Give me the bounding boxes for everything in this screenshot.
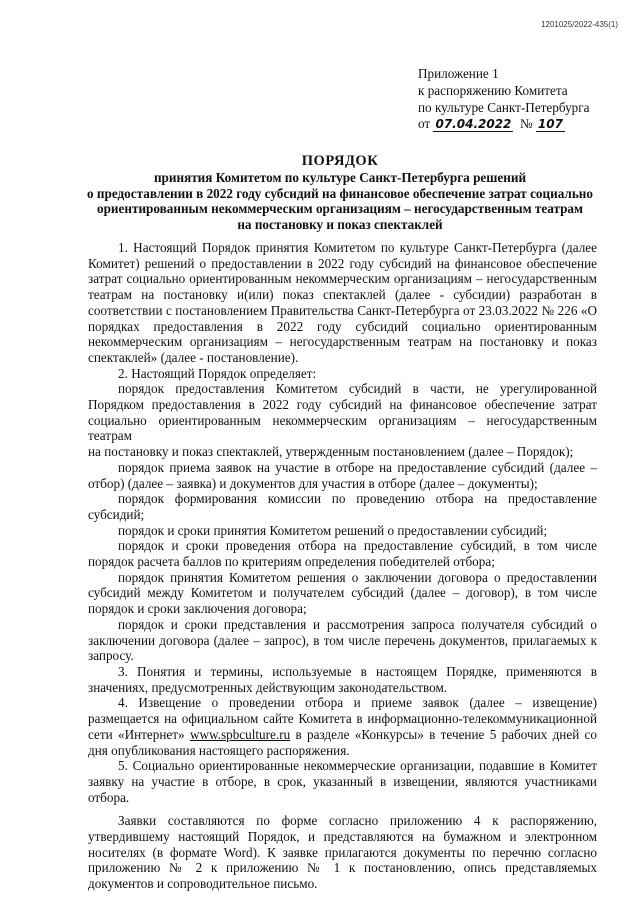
- title-line-3: ориентированным некоммерческим организациям – негосударственным театрам: [96, 201, 584, 217]
- paragraph-3a: порядок предоставления Комитетом субсидий в части, не урегулированной Порядком предоставления в 2022 году субсидий на финансовое обеспечение затрат социально ориентированным некоммерческим организациям – негосударственным театрам: [88, 381, 597, 444]
- paragraph-10: 3. Понятия и термины, используемые в настоящем Порядке, применяются в значениях, предусмотренных действующим законодательством.: [88, 663, 597, 695]
- title-line-1: принятия Комитетом по культуре Санкт-Петербурга решений: [153, 170, 527, 185]
- paragraph-8: порядок принятия Комитетом решения о заключении договора о предоставлении субсидий между Комитетом и получателем субсидий (далее – договор), в том числе порядок и сроки заключения договора;: [88, 569, 597, 617]
- paragraph-3b: на постановку и показ спектаклей, утвержденным постановлением (далее – Порядок);: [88, 444, 574, 460]
- paragraph-12: 5. Социально ориентированные некоммерческие организации, подавшие в Комитет заявку на участие в отборе, в срок, указанный в извещении, являются участниками отбора.: [88, 758, 597, 805]
- number-prefix: №: [520, 116, 533, 132]
- paragraph-13: Заявки составляются по форме согласно приложению 4 к распоряжению, утвердившему настоящий Порядок, и представляются на бумажном и электронном носителях (в формате Word). К заявке прилагаются документы по перечню согласно приложению № 2 к приложению № 1 к постановлению, опись представляемых документов и сопроводительное письмо.: [88, 813, 597, 892]
- title-line-2: о предоставлении в 2022 году субсидий на финансовое обеспечение затрат социально: [87, 185, 593, 201]
- paragraph-11: [88, 695, 597, 758]
- paragraph-11-text-start: 4. Извещение о проведении отбора и приеме заявок (далее – извещение) размещается на официальном сайте Комитета в информационно-телекоммуникационной сети «Интернет»: [88, 695, 597, 742]
- appendix-line-1: Приложение 1: [418, 66, 499, 81]
- paragraph-2: 2. Настоящий Порядок определяет:: [118, 365, 317, 381]
- paragraph-11-text-end: в разделе «Конкурсы» в течение 5 рабочих дней со дня опубликования настоящего распоряжения.: [88, 726, 598, 758]
- date-value: 07.04.2022: [435, 117, 512, 132]
- paragraph-7: порядок и сроки проведения отбора на предоставление субсидий, в том числе порядок расчета баллов по критериям определения победителей отбора;: [88, 538, 597, 570]
- website-link[interactable]: www.spbculture.ru: [189, 726, 291, 742]
- date-prefix: от: [418, 116, 431, 132]
- appendix-date-line: [418, 116, 618, 133]
- title-line-4: на постановку и показ спектаклей: [237, 216, 443, 232]
- paragraph-9: порядок и сроки представления и рассмотрения запроса получателя субсидий о заключении договора (далее – запрос), в том числе перечень документов, прилагаемых к запросу.: [88, 616, 597, 664]
- appendix-line-3: по культуре Санкт-Петербурга: [418, 99, 590, 115]
- appendix-line-2: к распоряжению Комитета: [418, 82, 568, 98]
- document-title: [60, 152, 620, 232]
- paragraph-5: порядок формирования комиссии по проведению отбора на предоставление субсидий;: [88, 491, 597, 522]
- paragraph-6: порядок и сроки принятия Комитетом решений о предоставлении субсидий;: [118, 522, 548, 538]
- document-id: 1201025/2022-435(1): [541, 20, 618, 29]
- title-heading: ПОРЯДОК: [301, 153, 379, 169]
- paragraph-4: порядок приема заявок на участие в отборе на предоставление субсидий (далее – отбор) (далее – заявка) и документов для участия в отборе (далее – документы);: [88, 459, 597, 491]
- document-body: [88, 240, 597, 892]
- paragraph-1: 1. Настоящий Порядок принятия Комитетом по культуре Санкт-Петербурга (далее Комитет) решений о предоставлении в 2022 году субсидий на финансовое обеспечение затрат социально ориентированным некоммерческим организациям – негосударственным театрам на постановку и(или) показ спектаклей (далее - субсидии) разработан в соответствии с постановлением Правительства Санкт-Петербурга от 23.03.2022 № 226 «О порядках предоставления в 2022 году субсидий социально ориентированным некоммерческим организациям – негосударственным театрам на постановку и показ спектаклей» (далее - постановление).: [88, 240, 597, 365]
- number-value: 107: [537, 117, 563, 132]
- appendix-block: [418, 66, 618, 133]
